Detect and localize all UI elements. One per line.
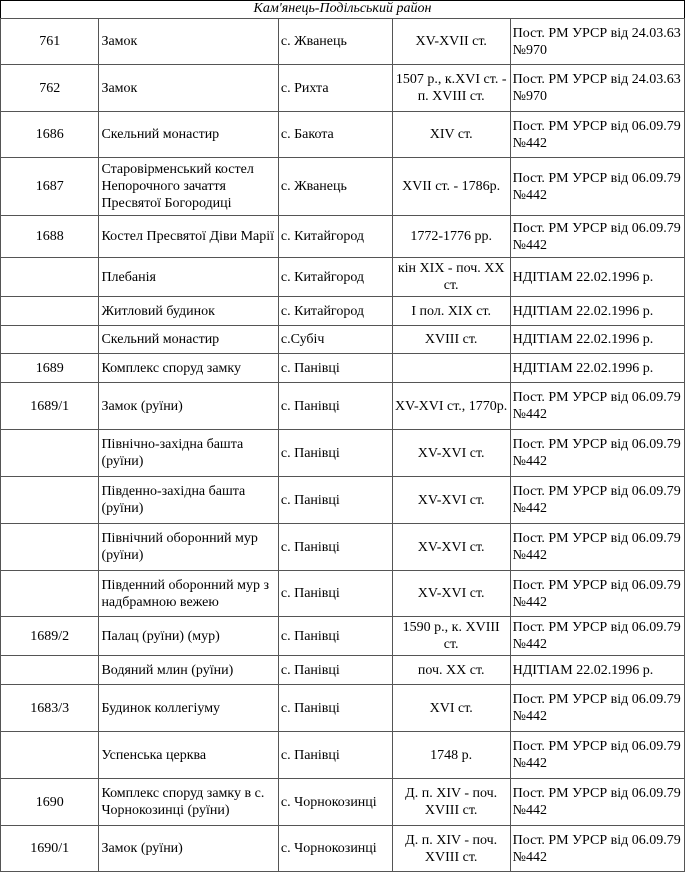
cell-location: с. Панівці: [278, 732, 392, 779]
cell-monument-name: Замок (руїни): [99, 826, 278, 872]
cell-dating: XV-XVI ст., 1770р.: [392, 383, 510, 430]
cell-dating: 1590 р., к. XVIII ст.: [392, 617, 510, 656]
cell-number: 1690: [1, 779, 99, 826]
cell-dating: Д. п. XIV - поч. XVIII ст.: [392, 779, 510, 826]
cell-location: с. Китайгород: [278, 297, 392, 326]
cell-number: [1, 732, 99, 779]
cell-location: с. Чорнокозинці: [278, 826, 392, 872]
cell-number: 1689: [1, 354, 99, 383]
cell-monument-name: Південно-західна башта (руїни): [99, 477, 278, 524]
cell-protection-document: Пост. РМ УРСР від 24.03.63 №970: [510, 65, 684, 112]
table-row: [1, 826, 685, 872]
table-row: [1, 571, 685, 617]
cell-protection-document: Пост. РМ УРСР від 06.09.79 №442: [510, 732, 684, 779]
cell-location: с. Панівці: [278, 571, 392, 617]
cell-number: 1683/3: [1, 685, 99, 732]
table-row: [1, 19, 685, 65]
cell-number: [1, 430, 99, 477]
cell-monument-name: Південний оборонний мур з надбрамною вежею: [99, 571, 278, 617]
cell-monument-name: Палац (руїни) (мур): [99, 617, 278, 656]
cell-monument-name: Комплекс споруд замку: [99, 354, 278, 383]
cell-monument-name: Замок: [99, 19, 278, 65]
cell-location: с.Субіч: [278, 326, 392, 354]
cell-dating: XV-XVI ст.: [392, 524, 510, 571]
cell-location: с. Жванець: [278, 19, 392, 65]
cell-monument-name: Плебанія: [99, 258, 278, 297]
cell-dating: XVII ст. - 1786р.: [392, 158, 510, 216]
cell-dating: I пол. XIX ст.: [392, 297, 510, 326]
cell-monument-name: Скельний монастир: [99, 112, 278, 158]
cell-dating: XV-XVI ст.: [392, 477, 510, 524]
cell-protection-document: НДІТІАМ 22.02.1996 р.: [510, 258, 684, 297]
cell-protection-document: Пост. РМ УРСР від 06.09.79 №442: [510, 383, 684, 430]
cell-dating: поч. XX ст.: [392, 656, 510, 685]
table-row: [1, 158, 685, 216]
table-row: [1, 685, 685, 732]
cell-number: 1688: [1, 216, 99, 258]
cell-location: с. Панівці: [278, 617, 392, 656]
table-row: [1, 524, 685, 571]
cell-monument-name: Старовірменський костел Непорочного зачаття Пресвятої Богородиці: [99, 158, 278, 216]
cell-number: [1, 571, 99, 617]
cell-monument-name: Північний оборонний мур (руїни): [99, 524, 278, 571]
cell-monument-name: Успенська церква: [99, 732, 278, 779]
cell-number: [1, 258, 99, 297]
table-row: [1, 656, 685, 685]
cell-monument-name: Скельний монастир: [99, 326, 278, 354]
cell-monument-name: Костел Пресвятої Діви Марії: [99, 216, 278, 258]
cell-number: 1690/1: [1, 826, 99, 872]
cell-monument-name: Комплекс споруд замку в с. Чорнокозинці (руїни): [99, 779, 278, 826]
cell-location: с. Бакота: [278, 112, 392, 158]
cell-dating: 1772-1776 рр.: [392, 216, 510, 258]
cell-monument-name: Замок: [99, 65, 278, 112]
cell-location: с. Рихта: [278, 65, 392, 112]
cell-monument-name: Будинок коллегіуму: [99, 685, 278, 732]
cell-dating: Д. п. XIV - поч. XVIII ст.: [392, 826, 510, 872]
cell-location: с. Панівці: [278, 656, 392, 685]
cell-protection-document: НДІТІАМ 22.02.1996 р.: [510, 326, 684, 354]
table-row: [1, 477, 685, 524]
cell-monument-name: Водяний млин (руїни): [99, 656, 278, 685]
cell-dating: кін XIX - поч. XX ст.: [392, 258, 510, 297]
table-row: [1, 258, 685, 297]
cell-monument-name: Північно-західна башта (руїни): [99, 430, 278, 477]
table-row: [1, 617, 685, 656]
cell-number: [1, 656, 99, 685]
cell-number: [1, 524, 99, 571]
cell-dating: XIV ст.: [392, 112, 510, 158]
cell-protection-document: Пост. РМ УРСР від 06.09.79 №442: [510, 685, 684, 732]
monuments-table: [0, 18, 685, 872]
monuments-table-body: [1, 19, 685, 872]
cell-number: 762: [1, 65, 99, 112]
cell-protection-document: Пост. РМ УРСР від 06.09.79 №442: [510, 158, 684, 216]
cell-dating: XVI ст.: [392, 685, 510, 732]
cell-monument-name: Замок (руїни): [99, 383, 278, 430]
table-row: [1, 326, 685, 354]
cell-protection-document: Пост. РМ УРСР від 06.09.79 №442: [510, 430, 684, 477]
table-row: [1, 354, 685, 383]
cell-dating: XV-XVI ст.: [392, 571, 510, 617]
cell-dating: [392, 354, 510, 383]
cell-location: с. Панівці: [278, 430, 392, 477]
table-row: [1, 297, 685, 326]
table-row: [1, 112, 685, 158]
cell-dating: XVIII ст.: [392, 326, 510, 354]
cell-protection-document: НДІТІАМ 22.02.1996 р.: [510, 354, 684, 383]
cell-number: [1, 326, 99, 354]
cell-monument-name: Житловий будинок: [99, 297, 278, 326]
cell-location: с. Панівці: [278, 685, 392, 732]
table-row: [1, 216, 685, 258]
table-row: [1, 732, 685, 779]
cell-protection-document: Пост. РМ УРСР від 06.09.79 №442: [510, 571, 684, 617]
region-title: Кам'янець-Подільський район: [0, 0, 685, 18]
cell-number: 1689/1: [1, 383, 99, 430]
cell-dating: 1507 р., к.XVI ст. - п. XVIII ст.: [392, 65, 510, 112]
cell-location: с. Панівці: [278, 383, 392, 430]
cell-number: 1689/2: [1, 617, 99, 656]
cell-dating: 1748 р.: [392, 732, 510, 779]
table-row: [1, 65, 685, 112]
cell-number: 1686: [1, 112, 99, 158]
cell-protection-document: Пост. РМ УРСР від 06.09.79 №442: [510, 112, 684, 158]
cell-number: [1, 297, 99, 326]
cell-protection-document: НДІТІАМ 22.02.1996 р.: [510, 656, 684, 685]
cell-protection-document: Пост. РМ УРСР від 06.09.79 №442: [510, 477, 684, 524]
cell-protection-document: Пост. РМ УРСР від 06.09.79 №442: [510, 779, 684, 826]
cell-protection-document: Пост. РМ УРСР від 06.09.79 №442: [510, 617, 684, 656]
table-row: [1, 383, 685, 430]
cell-number: 1687: [1, 158, 99, 216]
cell-location: с. Чорнокозинці: [278, 779, 392, 826]
cell-dating: XV-XVI ст.: [392, 430, 510, 477]
cell-location: с. Панівці: [278, 524, 392, 571]
cell-protection-document: Пост. РМ УРСР від 06.09.79 №442: [510, 524, 684, 571]
table-row: [1, 779, 685, 826]
cell-number: [1, 477, 99, 524]
cell-location: с. Панівці: [278, 354, 392, 383]
cell-location: с. Китайгород: [278, 216, 392, 258]
cell-location: с. Панівці: [278, 477, 392, 524]
cell-location: с. Китайгород: [278, 258, 392, 297]
cell-location: с. Жванець: [278, 158, 392, 216]
cell-protection-document: НДІТІАМ 22.02.1996 р.: [510, 297, 684, 326]
cell-number: 761: [1, 19, 99, 65]
cell-protection-document: Пост. РМ УРСР від 06.09.79 №442: [510, 826, 684, 872]
cell-protection-document: Пост. РМ УРСР від 24.03.63 №970: [510, 19, 684, 65]
table-row: [1, 430, 685, 477]
cell-protection-document: Пост. РМ УРСР від 06.09.79 №442: [510, 216, 684, 258]
cell-dating: XV-XVII ст.: [392, 19, 510, 65]
